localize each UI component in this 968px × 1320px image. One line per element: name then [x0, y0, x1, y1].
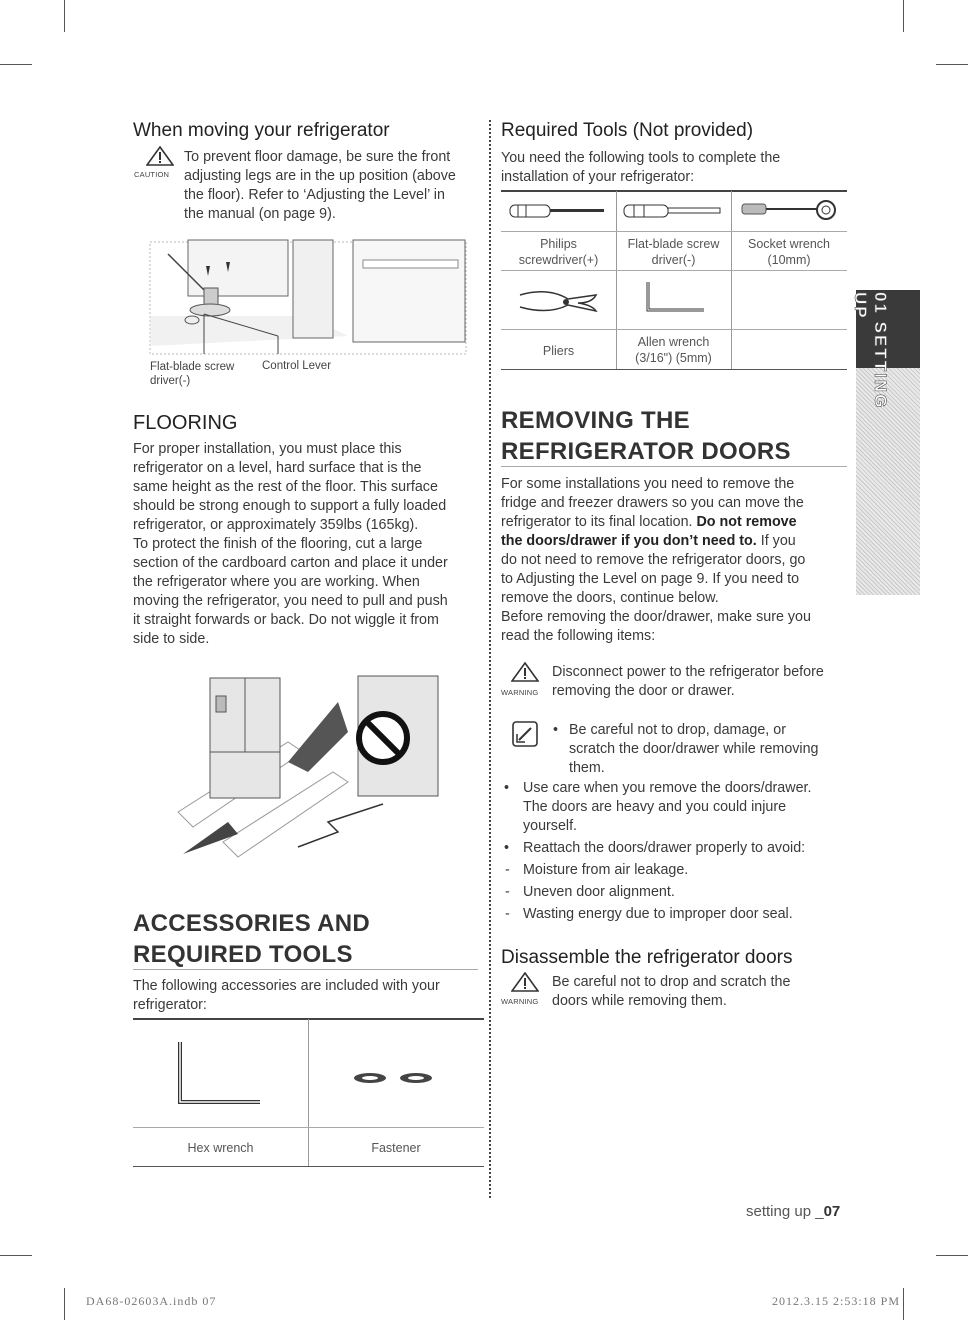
note-icon — [511, 720, 539, 748]
caution-label: CAUTION — [134, 170, 170, 179]
tools-table-divider — [731, 191, 732, 369]
tools-table-row — [501, 270, 847, 271]
crop-mark — [903, 0, 904, 32]
print-footer-stamp: 2012.3.15 2:53:18 PM — [772, 1294, 901, 1308]
dash-moisture: Moisture from air leakage. — [523, 862, 689, 878]
caution-text: To prevent floor damage, be sure the front adjusting legs are in the up position (above the floor). Refer to ‘Adjusting the Level’ in the manual (on page 9). — [184, 149, 456, 222]
warning-text: Disconnect power to the refrigerator before — [552, 664, 824, 680]
disassemble-title: Disassemble the refrigerator doors — [501, 947, 793, 968]
accessories-intro: The following accessories are included with your refrigerator: — [133, 978, 440, 1013]
warning-icon — [511, 662, 539, 682]
section-side-tab — [851, 290, 920, 595]
disassemble-warning-text-2: doors while removing them. — [552, 993, 727, 1009]
dash-2: - — [505, 884, 510, 900]
removing-title-rule — [501, 466, 847, 467]
dash-uneven: Uneven door alignment. — [523, 884, 675, 900]
note-text: Be careful not to drop, damage, or scratch the door/drawer while removing them. — [569, 722, 819, 776]
required-tools-intro: You need the following tools to complete the installation of your refrigerator: — [501, 150, 781, 185]
moving-fridge-illustration — [168, 672, 448, 862]
crop-mark — [64, 1288, 65, 1320]
tool-socket-wrench-label: Socket wrench (10mm) — [748, 237, 830, 267]
bullet-care-text: Use care when you remove the doors/drawer. The doors are heavy and you could injure yourself. — [523, 780, 812, 834]
tool-philips-label: Philips screwdriver(+) — [518, 237, 599, 267]
bullet-reattach-text: Reattach the doors/drawer properly to avoid: — [523, 840, 806, 856]
removing-doors-title: REMOVING THE REFRIGERATOR DOORS — [501, 407, 791, 465]
fastener-image — [350, 1068, 440, 1088]
crop-mark — [936, 1255, 968, 1256]
accessory-hex-wrench-label: Hex wrench — [187, 1141, 254, 1155]
warning-label: WARNING — [501, 688, 539, 697]
warning-text-2: removing the door or drawer. — [552, 683, 735, 699]
crop-mark — [0, 1255, 32, 1256]
flooring-title: FLOORING — [133, 412, 238, 434]
crop-mark — [903, 1288, 904, 1320]
tools-table-bottom — [501, 369, 847, 370]
tool-allen-wrench-label: Allen wrench (3/16") (5mm) — [635, 335, 712, 365]
accessories-title: ACCESSORIES AND REQUIRED TOOLS — [133, 910, 370, 968]
bullet-3: • — [504, 840, 510, 856]
hex-wrench-image — [176, 1040, 266, 1110]
column-divider — [489, 120, 491, 1198]
tool-pliers-label: Pliers — [542, 344, 575, 358]
required-tools-title: Required Tools (Not provided) — [501, 120, 754, 141]
flat-screwdriver-image — [622, 202, 726, 220]
warning-label: WARNING — [501, 997, 539, 1006]
tool-flat-blade-label: Flat-blade screw driver(-) — [627, 237, 720, 267]
crop-mark — [936, 64, 968, 65]
dash-3: - — [505, 906, 510, 922]
bullet-2: • — [504, 780, 510, 796]
caution-icon — [146, 146, 174, 166]
moving-title: When moving your refrigerator — [133, 120, 390, 141]
disassemble-warning-text: Be careful not to drop and scratch the — [552, 974, 791, 990]
accessory-fastener-label: Fastener — [371, 1141, 421, 1155]
accessories-title-rule — [133, 969, 478, 970]
page-number: setting up _07 — [746, 1203, 841, 1220]
philips-screwdriver-image — [508, 202, 608, 220]
figure-label-screwdriver: Flat-blade screw driver(-) — [150, 361, 235, 387]
crop-mark — [0, 64, 32, 65]
bullet-1: • — [553, 722, 559, 738]
flooring-text: For proper installation, you must place this refrigerator on a level, hard surface that is the same height as the rest of the floor. This surface should be strong enough to support a fully loaded refrigerator, or approximately 359lbs (165kg). To protect the finish of the flooring, cut a large section of the cardboard carton and place it under the refrigerator where you are working. When moving the refrigerator, you need to pull and push it straight forwards or back. Do not wiggle it from side to side. — [133, 441, 448, 647]
pliers-image — [518, 285, 600, 319]
removing-intro: For some installations you need to remove the fridge and freezer drawers so you can move the refrigerator to its final location. Do not remove the doors/drawer if you don’t need to. If you do not need to remove the refrigerator doors, go to Adjusting the Level on page 9. If you need to remove the doors, continue below. Before removing the door/drawer, make sure you read the following items: — [501, 476, 811, 644]
accessories-table-mid — [133, 1127, 484, 1128]
accessories-table-bottom — [133, 1166, 484, 1167]
allen-wrench-image — [644, 280, 708, 316]
warning-icon — [511, 972, 539, 992]
dash-1: - — [505, 862, 510, 878]
socket-wrench-image — [740, 196, 840, 226]
crop-mark — [64, 0, 65, 32]
tools-table-row — [501, 231, 847, 232]
print-footer-file: DA68-02603A.indb 07 — [86, 1294, 217, 1308]
tools-table-row — [501, 329, 847, 330]
adjusting-leg-illustration — [148, 236, 468, 358]
side-tab-label: 01 SETTING UP — [851, 292, 890, 410]
dash-energy: Wasting energy due to improper door seal. — [523, 906, 793, 922]
figure-label-control-lever: Control Lever — [262, 360, 332, 372]
tools-table-top — [501, 190, 847, 192]
